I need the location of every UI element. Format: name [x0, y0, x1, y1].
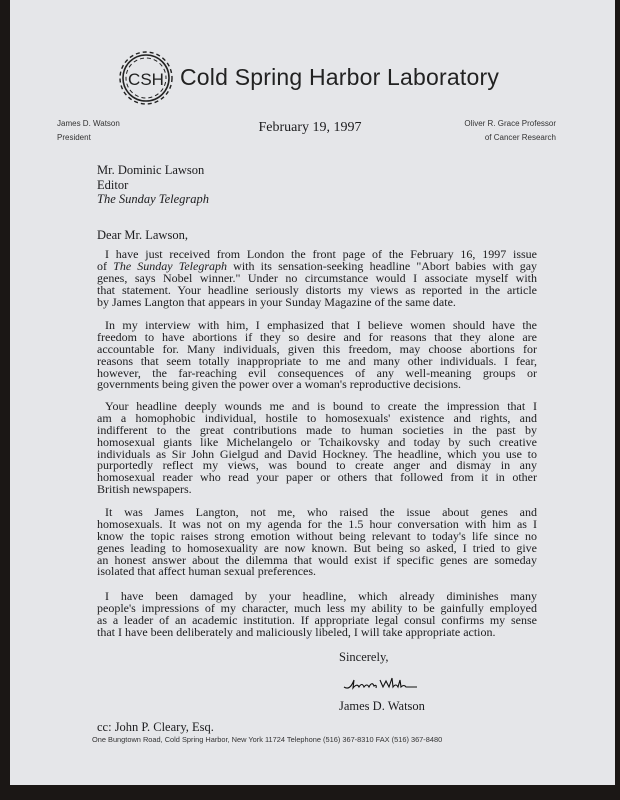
letter-date: February 19, 1997 — [258, 120, 362, 135]
line-text: of — [97, 258, 114, 273]
paragraph-line: an honest answer about the dilemma that would exist if specific genes are someday — [97, 552, 537, 567]
paragraph-line: homosexual giants like Michelangelo or Tchaikovsky and today by such creative — [97, 434, 537, 449]
paragraph-line: as a leader of an academic institution. If appropriate legal consul confirms my sense — [97, 612, 537, 627]
paragraph-line: genes leading to homosexuality are now known. But being so asked, I tried to give — [97, 540, 537, 555]
csh-logo — [118, 50, 174, 106]
paragraph-line: reasons that seem totally inappropriate to me and many other individuals. I fear, — [97, 353, 537, 368]
paragraph-line: know the topic raises strong emotion without being relevant to today's life since no — [97, 528, 537, 543]
sender-name: James D. Watson — [57, 119, 120, 128]
paragraph-line: British newspapers. — [97, 482, 192, 497]
paragraph-line: individuals as Sir John Gielgud and David Hockney. The headline, which you use to — [97, 446, 537, 461]
signature — [340, 672, 420, 694]
paragraph-line: homosexual reader who read your paper or others that followed from it in other — [97, 470, 537, 485]
paragraph-line: people's impressions of my character, much less my ability to be gainfully employed — [97, 600, 537, 615]
recipient-block — [97, 163, 209, 207]
paragraph — [97, 401, 537, 496]
paragraph-line: am a homophobic individual, hostile to homosexuals' existence and rights, and — [97, 410, 537, 425]
paragraph-line: however, the far-reaching evil consequences of any well-meaning groups or — [97, 365, 537, 380]
salutation: Dear Mr. Lawson, — [97, 228, 188, 242]
paragraph-line: genes, says Nobel winner." Under no circumstance would I associate myself with — [97, 270, 537, 285]
paragraph-line: Your headline deeply wounds me and is bound to create the impression that I — [105, 399, 537, 413]
logo-text: CSH — [128, 70, 164, 89]
paragraph-line: purportedly reflect my views, was bound to create anger and dismay in any — [97, 458, 537, 473]
paragraph-line: It was James Langton, not me, who raised the issue about genes and — [105, 505, 537, 519]
paragraph-line: that I have been deliberately and maliciously libeled, I will take appropriate action. — [97, 624, 496, 639]
paragraph-line: In my interview with him, I emphasized that I believe women should have the — [105, 318, 537, 332]
sender-title: President — [57, 133, 91, 142]
paragraph-line: governments being given the power over a woman's reproductive decisions. — [97, 377, 462, 392]
paragraph-line: accountable for. Many individuals, given this freedom, may choose abortions for — [97, 341, 537, 356]
signer-name: James D. Watson — [339, 699, 425, 713]
paragraph — [97, 507, 537, 578]
organization-name: Cold Spring Harbor Laboratory — [180, 64, 500, 90]
line-text: with its sensation-seeking headline "Abort babies with gay — [227, 258, 538, 273]
recipient-publication: The Sunday Telegraph — [97, 192, 210, 206]
paragraph-line: homosexuals. It was not on my agenda for the 1.5 hour conversation with him as I — [97, 516, 537, 531]
recipient-name: Mr. Dominic Lawson — [97, 163, 205, 177]
professorship-line-1: Oliver R. Grace Professor — [464, 119, 556, 128]
publication-name: The Sunday Telegraph — [113, 258, 228, 273]
paragraph-line: freedom to have abortions if they so desire and for reasons that they alone are — [97, 329, 537, 344]
paragraph — [97, 320, 537, 391]
paragraph-line: that statement. Your headline seriously distorts my views as reported in the article — [97, 282, 537, 297]
recipient-title: Editor — [97, 177, 129, 192]
paragraph-line: isolated that affect human sexual preferences. — [97, 564, 317, 579]
footer-address: One Bungtown Road, Cold Spring Harbor, New York 11724 Telephone (516) 367-8310 FAX (516) 367-8480 — [92, 735, 443, 744]
cc-line: cc: John P. Cleary, Esq. — [97, 720, 214, 734]
paragraph-line: I have been damaged by your headline, which already diminishes many — [105, 589, 537, 603]
paragraph-line: I have just received from London the front page of the February 16, 1997 issue — [105, 247, 537, 261]
paragraph-line: indifferent to the great contributions made to human societies in the past by — [97, 422, 537, 437]
paragraph — [97, 249, 537, 308]
paragraph — [97, 591, 537, 639]
professorship-line-2: of Cancer Research — [484, 133, 556, 142]
paragraph-line: by James Langton that appears in your Sunday Magazine of the same date. — [97, 294, 456, 309]
closing: Sincerely, — [339, 650, 389, 664]
